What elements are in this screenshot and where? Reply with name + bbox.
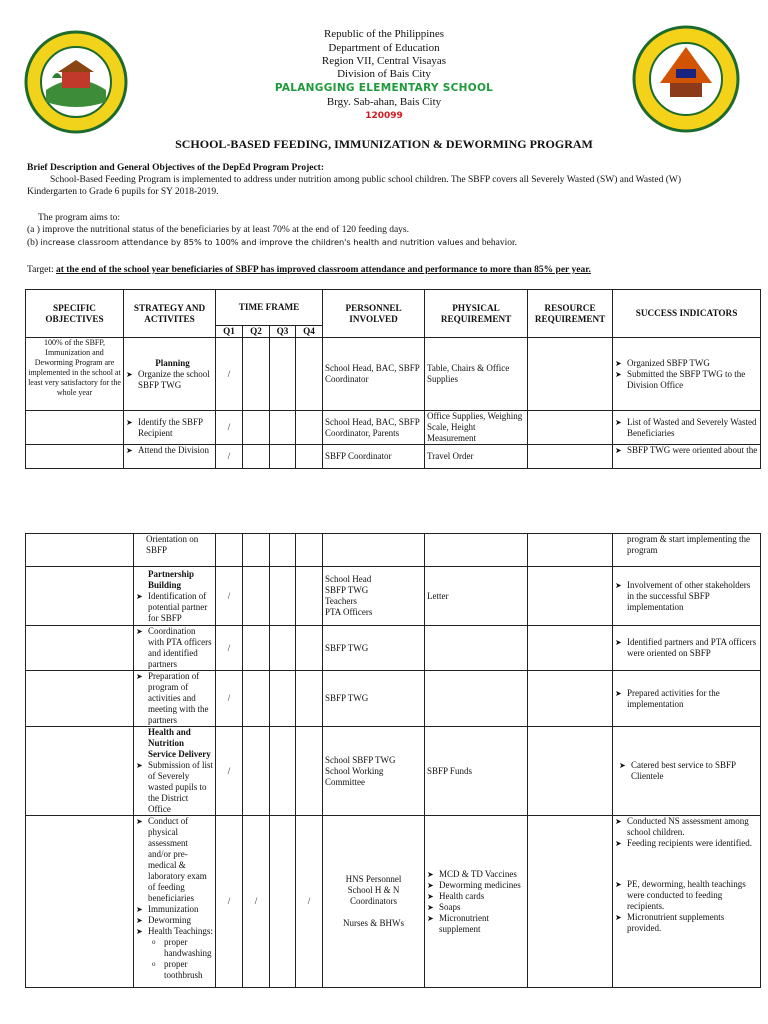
strategy-cell: Planning ➤ Organize the school SBFP TWG bbox=[124, 338, 216, 411]
header-specific-objectives: SPECIFIC OBJECTIVES bbox=[26, 290, 124, 338]
header-q4: Q4 bbox=[296, 326, 323, 338]
header-department: Department of Education bbox=[328, 42, 440, 54]
brief-heading: Brief Description and General Objectives of the DepEd Program Project: bbox=[27, 163, 324, 173]
header-time-frame: TIME FRAME bbox=[216, 290, 323, 326]
table-row: Health and Nutrition Service Delivery ➤ Submission of list of Severely wasted pupils to the District Office / School SBFP TWG School Working Committee SBFP Funds ➤ Catered best service to SBFP Clientele bbox=[26, 727, 761, 816]
header-division: Division of Bais City bbox=[337, 68, 431, 80]
header-school-id: 120099 bbox=[365, 111, 403, 121]
success-cell: ➤ Organized SBFP TWG ➤ Submitted the SBFP TWG to the Division Office bbox=[613, 338, 761, 411]
header-personnel: PERSONNEL INVOLVED bbox=[323, 290, 425, 338]
personnel-cell: School Head, BAC, SBFP Coordinator bbox=[323, 338, 425, 411]
table-row bbox=[26, 338, 761, 411]
aim-a: (a ) improve the nutritional status of the beneficiaries by at least 70% at the end of 120 feeding days. bbox=[27, 225, 409, 235]
aims-heading: The program aims to: bbox=[38, 213, 121, 223]
objective-cell: 100% of the SBFP, Immunization and Deworming Program are implemented in the school at least very satisfactory for the whole year bbox=[26, 338, 124, 411]
header-success: SUCCESS INDICATORS bbox=[613, 290, 761, 338]
header-region: Region VII, Central Visayas bbox=[321, 55, 447, 67]
brief-text-1: School-Based Feeding Program is implemented to address under nutrition among public school children. The SBFP covers all Severely Wasted (SW) and Wasted (W) bbox=[50, 175, 682, 185]
program-table-2 bbox=[25, 533, 761, 988]
table-row: ➤ Conduct of physical assessment and/or pre-medical & laboratory exam of feeding beneficiaries ➤ Immunization ➤ Deworming ➤ Health Teachings: o proper handwashing o proper toothbrush / / / HNS Personnel School H & N Coordinators Nurses & BHWs ➤ MCD & TD Vaccines ➤ Deworming medicines ➤ Health cards ➤ Soaps ➤ Micronutrient supplement ➤ Conducted NS assessment among school children. ➤ Feeding recipients were identified. ➤ PE, deworming, health teachings were conducted to feeding recipients. ➤ Micronutrient supplements provided. bbox=[26, 816, 761, 988]
physical-cell: Table, Chairs & Office Supplies bbox=[425, 338, 528, 411]
header-strategy: STRATEGY AND ACTIVITES bbox=[124, 290, 216, 338]
header-q1: Q1 bbox=[216, 326, 243, 338]
target-line: Target: at the end of the school year beneficiaries of SBFP has improved classroom attendance and performance to more than 85% per year. bbox=[27, 265, 591, 275]
header-resource: RESOURCE REQUIREMENT bbox=[528, 290, 613, 338]
document-title: SCHOOL-BASED FEEDING, IMMUNIZATION & DEWORMING PROGRAM bbox=[175, 137, 593, 151]
q1-cell: / bbox=[216, 338, 243, 411]
table-row: Orientation on SBFP program & start implementing the program bbox=[26, 534, 761, 567]
table-row: ➤ Attend the Division / SBFP Coordinator Travel Order ➤ SBFP TWG were oriented about the bbox=[26, 445, 761, 469]
header-q2: Q2 bbox=[243, 326, 270, 338]
header-q3: Q3 bbox=[270, 326, 296, 338]
table-row: ➤ Preparation of program of activities and meeting with the partners / SBFP TWG ➤ Prepared activities for the implementation bbox=[26, 671, 761, 727]
program-table-1 bbox=[25, 289, 761, 469]
header-republic: Republic of the Philippines bbox=[323, 28, 445, 40]
table-row: ➤ Coordination with PTA officers and identified partners / SBFP TWG ➤ Identified partners and PTA officers were oriented on SBFP bbox=[26, 626, 761, 671]
table-row: Partnership Building ➤ Identification of potential partner for SBFP / School Head SBFP TWG Teachers PTA Officers Letter ➤ Involvement of other stakeholders in the successful SBFP implementation bbox=[26, 567, 761, 626]
aim-b: (b) increase classroom attendance by 85% to 100% and improve the children's health and nutrition values and behavior. bbox=[27, 237, 517, 248]
brief-text-2: Kindergarten to Grade 6 pupils for SY 2018-2019. bbox=[27, 187, 219, 197]
header-physical: PHYSICAL REQUIREMENT bbox=[425, 290, 528, 338]
header-address: Brgy. Sab-ahan, Bais City bbox=[326, 96, 442, 108]
header-school-name: PALANGGING ELEMENTARY SCHOOL bbox=[274, 82, 494, 94]
table-row: ➤ Identify the SBFP Recipient / School Head, BAC, SBFP Coordinator, Parents Office Supplies, Weighing Scale, Height Measurement ➤ List of Wasted and Severely Wasted Beneficiaries bbox=[26, 411, 761, 445]
